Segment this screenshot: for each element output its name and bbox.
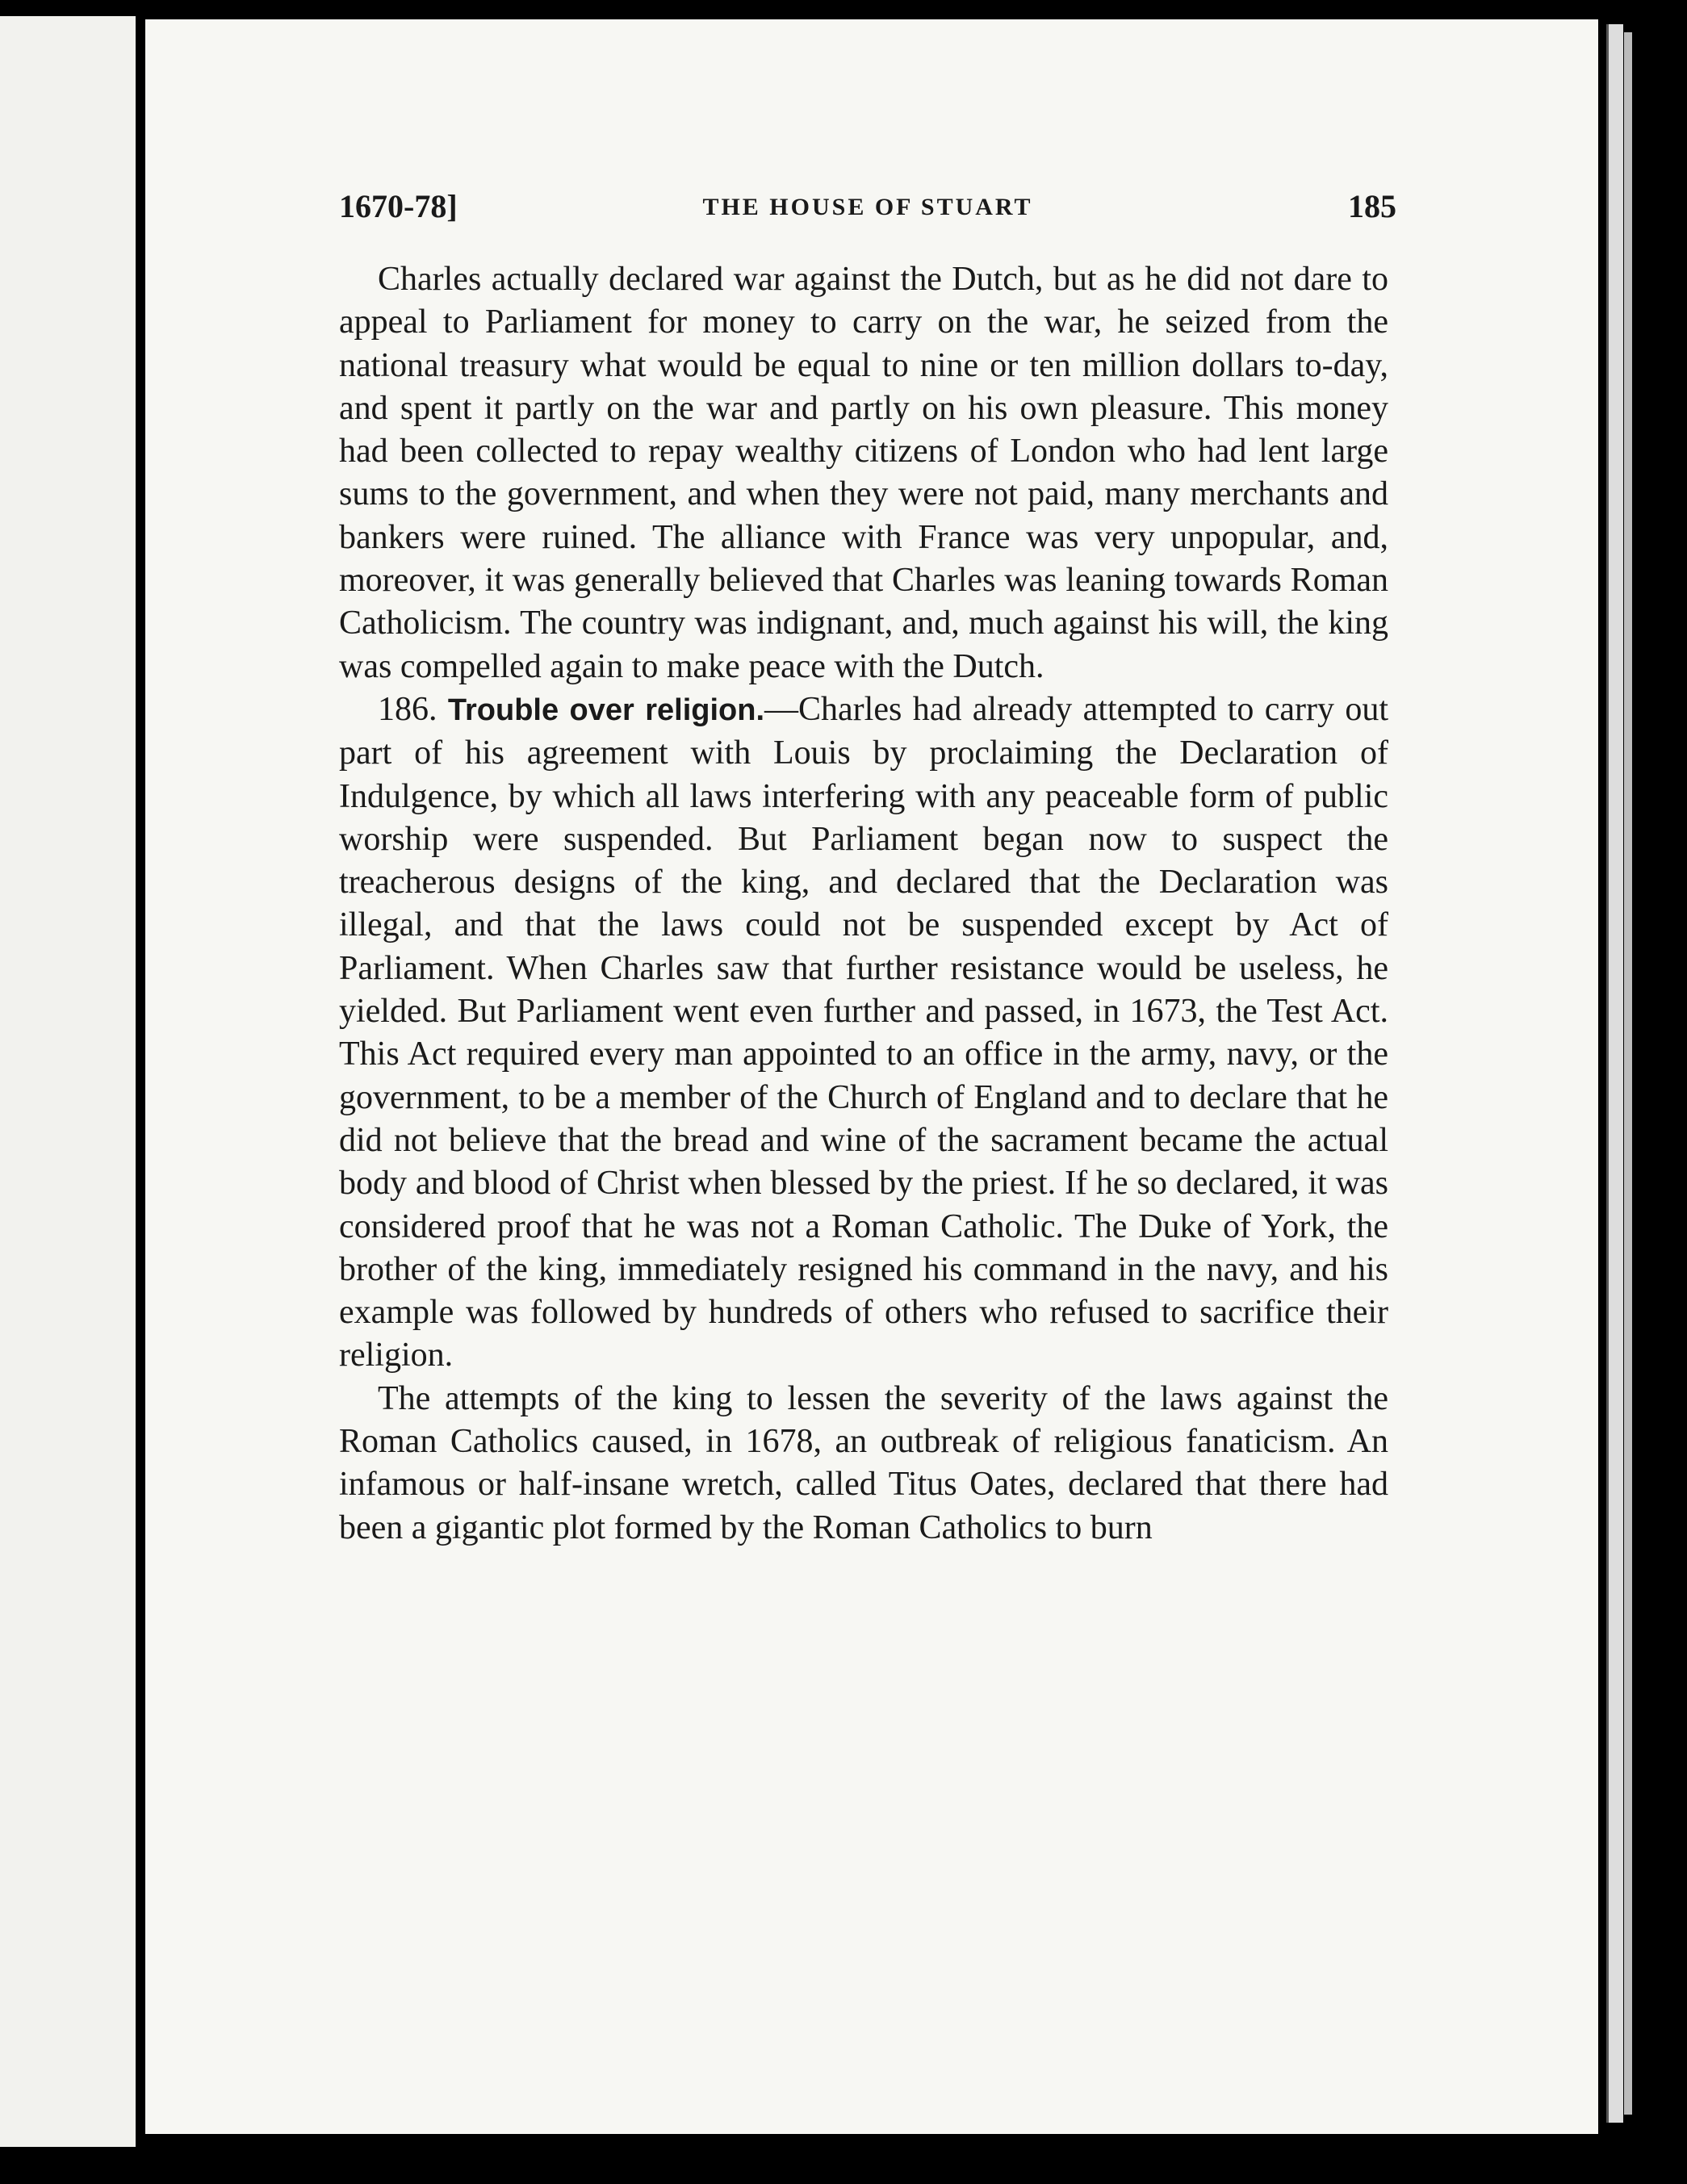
section-title: Trouble over religion. <box>447 692 765 727</box>
paragraph-3: The attempts of the king to lessen the severity of the laws against the Roman Catholics caused, in 1678, an outbreak of religious fanaticism. An infamous or half-insane wretch, called Titus Oates, declared that there had been a gigantic plot formed by the Roman Catholics to burn <box>339 1379 1388 1546</box>
running-title: THE HOUSE OF STUART <box>702 194 1033 220</box>
book-spine-shadow <box>1624 32 1632 2115</box>
paragraph-1: Charles actually declared war against the Dutch, but as he did not dare to appeal to Parliament for money to carry on the war, he seized from the national treasury what would be equal to nine or ten million dollars to-day, and spent it partly on the war and partly on his own pleasure. This money had been collected to repay wealthy citizens of London who had lent large sums to the government, and when they were not paid, many merchants and bankers were ruined. The alliance with France was very unpopular, and, moreover, it was generally believed that Charles was leaning towards Roman Catholicism. The country was indignant, and, much against his will, the king was compelled again to make peace with the Dutch. <box>339 261 1388 685</box>
facing-page-edge <box>0 16 136 2147</box>
page-number: 185 <box>1348 188 1396 224</box>
book-spine-edge <box>1606 24 1623 2123</box>
header-date-range: 1670-78] <box>339 188 458 224</box>
paragraph-2-text: —Charles had already attempted to carry out part of his agreement with Louis by proclaiming the Declaration of Indulgence, by which all laws interfering with any peaceable form of public worship were suspended. But Parliament began now to suspect the treacherous designs of the king, and declared that the Declaration was illegal, and that the laws could not be suspended except by Act of Parliament. When Charles saw that further resistance would be useless, he yielded. But Parliament went even further and passed, in 1673, the Test Act. This Act required every man appointed to an office in the army, navy, or the government, to be a member of the Church of England and to declare that he did not believe that the bread and wine of the sacrament became the actual body and blood of Christ when blessed by the priest. If he so declared, it was considered proof that he was not a Roman Catholic. The Duke of York, the brother of the king, immediately resigned his command in the navy, and his example was followed by hundreds of others who refused to sacrifice their religion. <box>339 690 1388 1374</box>
body-text <box>339 258 1388 1550</box>
page-header <box>339 187 1396 236</box>
section-number: 186. <box>378 690 437 728</box>
paragraph-2 <box>339 688 1388 1378</box>
